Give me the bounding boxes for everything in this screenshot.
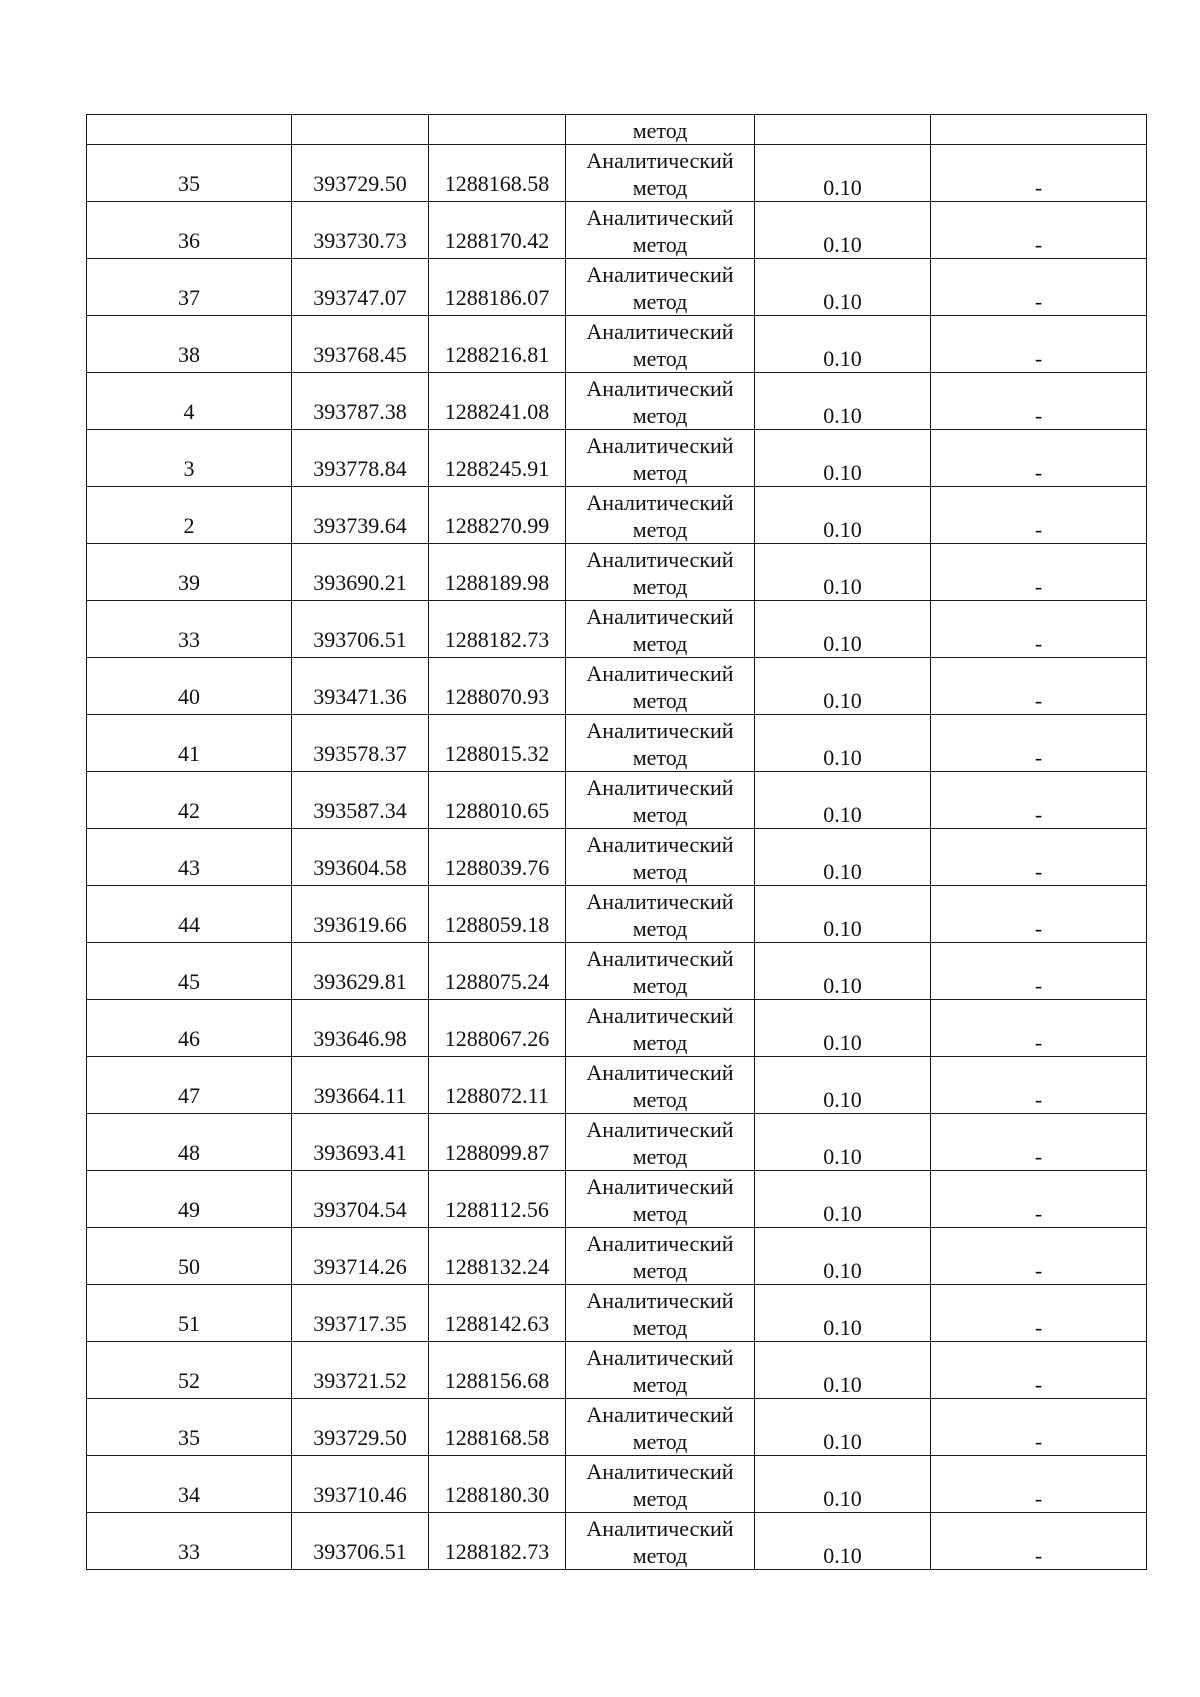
description-cell: - [931, 1114, 1147, 1171]
table-row [87, 772, 1147, 829]
y-coordinate-cell: 1288241.08 [429, 373, 566, 430]
method-cell: метод [566, 115, 755, 145]
method-line-2: метод [632, 1144, 688, 1169]
method-line-1: Аналитический [586, 376, 734, 401]
accuracy-cell: 0.10 [755, 772, 931, 829]
description-cell: - [931, 715, 1147, 772]
table-row [87, 715, 1147, 772]
y-coordinate-cell [429, 115, 566, 145]
method-cell [566, 1513, 755, 1570]
method-line-1: Аналитический [586, 661, 734, 686]
description-cell: - [931, 1399, 1147, 1456]
method-cell [566, 772, 755, 829]
method-cell [566, 1342, 755, 1399]
accuracy-cell: 0.10 [755, 658, 931, 715]
method-cell [566, 1057, 755, 1114]
method-line-1: Аналитический [586, 319, 734, 344]
method-cell [566, 1114, 755, 1171]
accuracy-cell: 0.10 [755, 316, 931, 373]
table-row [87, 1342, 1147, 1399]
method-line-2: метод [632, 631, 688, 656]
accuracy-cell: 0.10 [755, 1114, 931, 1171]
x-coordinate-cell: 393664.11 [292, 1057, 429, 1114]
accuracy-cell: 0.10 [755, 1228, 931, 1285]
table-row [87, 658, 1147, 715]
point-number-cell: 33 [87, 1513, 292, 1570]
method-line-2: метод [632, 802, 688, 827]
description-cell: - [931, 1285, 1147, 1342]
method-line-1: Аналитический [586, 1459, 734, 1484]
method-line-2: метод [632, 973, 688, 998]
method-line-1: Аналитический [586, 262, 734, 287]
accuracy-cell: 0.10 [755, 886, 931, 943]
y-coordinate-cell: 1288182.73 [429, 601, 566, 658]
method-cell [566, 658, 755, 715]
x-coordinate-cell: 393578.37 [292, 715, 429, 772]
method-cell [566, 259, 755, 316]
method-line-1: Аналитический [586, 490, 734, 515]
description-cell: - [931, 259, 1147, 316]
table-row [87, 1228, 1147, 1285]
table-row-continued [87, 115, 1147, 145]
x-coordinate-cell: 393619.66 [292, 886, 429, 943]
y-coordinate-cell: 1288015.32 [429, 715, 566, 772]
table-row [87, 259, 1147, 316]
x-coordinate-cell: 393730.73 [292, 202, 429, 259]
point-number-cell: 35 [87, 1399, 292, 1456]
method-cell [566, 487, 755, 544]
x-coordinate-cell [292, 115, 429, 145]
method-cell [566, 943, 755, 1000]
table-row [87, 316, 1147, 373]
method-line-1: Аналитический [586, 148, 734, 173]
x-coordinate-cell: 393714.26 [292, 1228, 429, 1285]
point-number-cell: 39 [87, 544, 292, 601]
table-row [87, 145, 1147, 202]
accuracy-cell: 0.10 [755, 829, 931, 886]
method-line-2: метод [632, 289, 688, 314]
x-coordinate-cell: 393706.51 [292, 601, 429, 658]
method-line-1: Аналитический [586, 775, 734, 800]
description-cell: - [931, 601, 1147, 658]
x-coordinate-cell: 393739.64 [292, 487, 429, 544]
method-cell [566, 1228, 755, 1285]
description-cell: - [931, 658, 1147, 715]
method-line-1: Аналитический [586, 1516, 734, 1541]
description-cell: - [931, 1057, 1147, 1114]
method-line-1: Аналитический [586, 604, 734, 629]
table-row [87, 1114, 1147, 1171]
y-coordinate-cell: 1288189.98 [429, 544, 566, 601]
method-cell [566, 430, 755, 487]
description-cell: - [931, 316, 1147, 373]
x-coordinate-cell: 393778.84 [292, 430, 429, 487]
accuracy-cell: 0.10 [755, 430, 931, 487]
description-cell: - [931, 373, 1147, 430]
accuracy-cell: 0.10 [755, 1285, 931, 1342]
point-number-cell: 33 [87, 601, 292, 658]
y-coordinate-cell: 1288245.91 [429, 430, 566, 487]
method-cell [566, 1000, 755, 1057]
method-cell [566, 886, 755, 943]
table-body [87, 115, 1147, 1570]
description-cell: - [931, 202, 1147, 259]
point-number-cell: 52 [87, 1342, 292, 1399]
accuracy-cell [755, 115, 931, 145]
method-line-2: метод [632, 460, 688, 485]
description-cell: - [931, 430, 1147, 487]
method-cell [566, 829, 755, 886]
y-coordinate-cell: 1288270.99 [429, 487, 566, 544]
point-number-cell: 40 [87, 658, 292, 715]
table-row [87, 1513, 1147, 1570]
y-coordinate-cell: 1288168.58 [429, 1399, 566, 1456]
x-coordinate-cell: 393747.07 [292, 259, 429, 316]
y-coordinate-cell: 1288186.07 [429, 259, 566, 316]
method-cell [566, 1285, 755, 1342]
point-number-cell: 3 [87, 430, 292, 487]
description-cell: - [931, 1171, 1147, 1228]
method-line-2: метод [632, 1543, 688, 1568]
accuracy-cell: 0.10 [755, 259, 931, 316]
table-row [87, 1399, 1147, 1456]
method-cell [566, 715, 755, 772]
point-number-cell: 2 [87, 487, 292, 544]
method-line-2: метод [632, 1315, 688, 1340]
x-coordinate-cell: 393693.41 [292, 1114, 429, 1171]
accuracy-cell: 0.10 [755, 544, 931, 601]
method-line-2: метод [632, 916, 688, 941]
accuracy-cell: 0.10 [755, 1171, 931, 1228]
method-line-2: метод [632, 1030, 688, 1055]
y-coordinate-cell: 1288099.87 [429, 1114, 566, 1171]
y-coordinate-cell: 1288072.11 [429, 1057, 566, 1114]
method-line-1: Аналитический [586, 1174, 734, 1199]
point-number-cell: 46 [87, 1000, 292, 1057]
table-row [87, 373, 1147, 430]
x-coordinate-cell: 393646.98 [292, 1000, 429, 1057]
point-number-cell: 42 [87, 772, 292, 829]
y-coordinate-cell: 1288112.56 [429, 1171, 566, 1228]
x-coordinate-cell: 393729.50 [292, 1399, 429, 1456]
accuracy-cell: 0.10 [755, 1057, 931, 1114]
method-line-2: метод [632, 175, 688, 200]
x-coordinate-cell: 393604.58 [292, 829, 429, 886]
method-line-1: Аналитический [586, 946, 734, 971]
description-cell: - [931, 145, 1147, 202]
method-cell [566, 1171, 755, 1228]
method-line-2: метод [632, 1372, 688, 1397]
point-number-cell: 38 [87, 316, 292, 373]
method-line-1: Аналитический [586, 1231, 734, 1256]
table-row [87, 943, 1147, 1000]
method-cell [566, 145, 755, 202]
x-coordinate-cell: 393471.36 [292, 658, 429, 715]
description-cell: - [931, 1513, 1147, 1570]
table-row [87, 544, 1147, 601]
method-line-2: метод [632, 745, 688, 770]
x-coordinate-cell: 393704.54 [292, 1171, 429, 1228]
accuracy-cell: 0.10 [755, 715, 931, 772]
y-coordinate-cell: 1288039.76 [429, 829, 566, 886]
point-number-cell: 37 [87, 259, 292, 316]
description-cell: - [931, 772, 1147, 829]
table-row [87, 886, 1147, 943]
method-cell [566, 373, 755, 430]
method-line-2: метод [632, 403, 688, 428]
point-number-cell: 41 [87, 715, 292, 772]
x-coordinate-cell: 393710.46 [292, 1456, 429, 1513]
y-coordinate-cell: 1288070.93 [429, 658, 566, 715]
method-line-2: метод [632, 346, 688, 371]
x-coordinate-cell: 393629.81 [292, 943, 429, 1000]
accuracy-cell: 0.10 [755, 373, 931, 430]
method-line-2: метод [632, 1486, 688, 1511]
method-line-1: Аналитический [586, 1288, 734, 1313]
point-number-cell: 47 [87, 1057, 292, 1114]
x-coordinate-cell: 393706.51 [292, 1513, 429, 1570]
method-line-1: Аналитический [586, 718, 734, 743]
description-cell: - [931, 1342, 1147, 1399]
method-line-1: Аналитический [586, 433, 734, 458]
x-coordinate-cell: 393717.35 [292, 1285, 429, 1342]
method-line-2: метод [632, 1201, 688, 1226]
point-number-cell: 45 [87, 943, 292, 1000]
description-cell: - [931, 544, 1147, 601]
y-coordinate-cell: 1288142.63 [429, 1285, 566, 1342]
point-number-cell: 51 [87, 1285, 292, 1342]
method-line-1: Аналитический [586, 205, 734, 230]
table-row [87, 1171, 1147, 1228]
point-number-cell: 43 [87, 829, 292, 886]
y-coordinate-cell: 1288170.42 [429, 202, 566, 259]
method-line-2: метод [632, 574, 688, 599]
accuracy-cell: 0.10 [755, 1399, 931, 1456]
method-cell [566, 544, 755, 601]
coordinates-table [86, 114, 1147, 1570]
method-line-1: Аналитический [586, 832, 734, 857]
description-cell: - [931, 1000, 1147, 1057]
x-coordinate-cell: 393690.21 [292, 544, 429, 601]
method-line-2: метод [632, 1258, 688, 1283]
point-number-cell [87, 115, 292, 145]
table-row [87, 829, 1147, 886]
description-cell: - [931, 829, 1147, 886]
y-coordinate-cell: 1288059.18 [429, 886, 566, 943]
accuracy-cell: 0.10 [755, 1000, 931, 1057]
x-coordinate-cell: 393729.50 [292, 145, 429, 202]
point-number-cell: 50 [87, 1228, 292, 1285]
accuracy-cell: 0.10 [755, 1513, 931, 1570]
point-number-cell: 4 [87, 373, 292, 430]
y-coordinate-cell: 1288168.58 [429, 145, 566, 202]
method-cell [566, 1399, 755, 1456]
method-line-2: метод [632, 1087, 688, 1112]
method-line-1: Аналитический [586, 1402, 734, 1427]
method-cell [566, 601, 755, 658]
method-line-2: метод [632, 688, 688, 713]
y-coordinate-cell: 1288182.73 [429, 1513, 566, 1570]
method-line-1: Аналитический [586, 1003, 734, 1028]
y-coordinate-cell: 1288156.68 [429, 1342, 566, 1399]
description-cell: - [931, 886, 1147, 943]
accuracy-cell: 0.10 [755, 202, 931, 259]
x-coordinate-cell: 393787.38 [292, 373, 429, 430]
y-coordinate-cell: 1288132.24 [429, 1228, 566, 1285]
y-coordinate-cell: 1288180.30 [429, 1456, 566, 1513]
method-line-2: метод [632, 232, 688, 257]
point-number-cell: 35 [87, 145, 292, 202]
description-cell: - [931, 943, 1147, 1000]
table-row [87, 202, 1147, 259]
accuracy-cell: 0.10 [755, 1342, 931, 1399]
accuracy-cell: 0.10 [755, 487, 931, 544]
point-number-cell: 34 [87, 1456, 292, 1513]
y-coordinate-cell: 1288216.81 [429, 316, 566, 373]
method-cell [566, 1456, 755, 1513]
method-cell [566, 202, 755, 259]
point-number-cell: 36 [87, 202, 292, 259]
accuracy-cell: 0.10 [755, 1456, 931, 1513]
description-cell: - [931, 487, 1147, 544]
point-number-cell: 49 [87, 1171, 292, 1228]
y-coordinate-cell: 1288010.65 [429, 772, 566, 829]
x-coordinate-cell: 393587.34 [292, 772, 429, 829]
accuracy-cell: 0.10 [755, 145, 931, 202]
table-row [87, 1285, 1147, 1342]
x-coordinate-cell: 393721.52 [292, 1342, 429, 1399]
x-coordinate-cell: 393768.45 [292, 316, 429, 373]
description-cell [931, 115, 1147, 145]
table-row [87, 487, 1147, 544]
accuracy-cell: 0.10 [755, 601, 931, 658]
method-line-2: метод [632, 859, 688, 884]
description-cell: - [931, 1228, 1147, 1285]
description-cell: - [931, 1456, 1147, 1513]
point-number-cell: 48 [87, 1114, 292, 1171]
y-coordinate-cell: 1288075.24 [429, 943, 566, 1000]
y-coordinate-cell: 1288067.26 [429, 1000, 566, 1057]
method-cell [566, 316, 755, 373]
method-line-1: Аналитический [586, 547, 734, 572]
point-number-cell: 44 [87, 886, 292, 943]
table-row [87, 601, 1147, 658]
method-line-2: метод [632, 1429, 688, 1454]
table-row [87, 1000, 1147, 1057]
method-line-1: Аналитический [586, 1117, 734, 1142]
method-line-1: Аналитический [586, 1345, 734, 1370]
method-line-2: метод [632, 517, 688, 542]
table-row [87, 1057, 1147, 1114]
method-line-1: Аналитический [586, 889, 734, 914]
accuracy-cell: 0.10 [755, 943, 931, 1000]
method-line-1: Аналитический [586, 1060, 734, 1085]
table-row [87, 430, 1147, 487]
table-row [87, 1456, 1147, 1513]
